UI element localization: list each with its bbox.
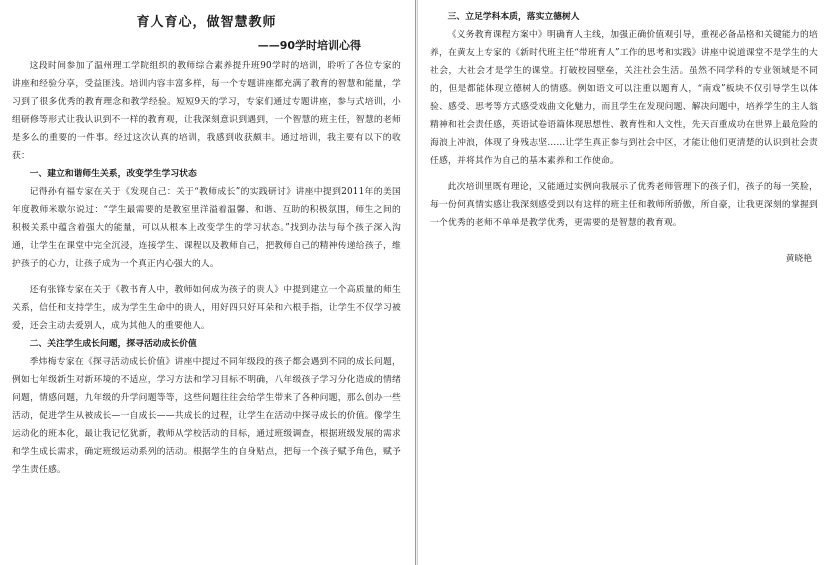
author-signature: 黄晓艳 <box>785 254 812 264</box>
section-2-paragraph-1: 季炜梅专家在《探寻活动成长价值》讲座中提过不同年级段的孩子都会遇到不同的成长问题，例如七年级新生对新环境的不适应，学习方法和学习目标不明确，八年级孩子学习分化造成的情绪问题，情感问题，九年级的升学问题等等，这些问题往往会给学生带来了各种问题，那么创办一些活动，促进学生从被成长—一自成长——共成长的过程，让学生在活动中探寻成长的价值。像学生运动化的班本化，最让我记忆犹新，教师从学校活动的目标，通过班级调查，根据班级发展的需求和学生成长需求，确定班级运动系列的活动。根据学生的自身贴点，把每一个孩子赋予角色，赋予学生责任感。 <box>12 357 401 475</box>
document-subtitle: ——90学时培训心得 <box>257 39 361 52</box>
right-page <box>418 0 832 565</box>
section-1-paragraph-2: 还有张锋专家在关于《教书育人中，教师如何成为孩子的贵人》中提到建立一个高质量的师生关系，信任和支持学生，成为学生生命中的贵人，用好四只好耳朵和六根手指，让学生不仅学习被爱，还会主动去爱别人，成为其他人的重要他人。 <box>12 285 401 331</box>
document-title: 育人育心，做智慧教师 <box>136 15 277 30</box>
section-1-heading: 一、建立和谐师生关系，改变学生学习状态 <box>29 169 197 179</box>
section-3-paragraph-1: 《义务教育课程方案中》明确育人主线，加强正确价值观引导，重视必备品格和关键能力的培养，在黄友上专家的《新时代班主任“带班育人”工作的思考和实践》讲座中说道课堂不是学生的大社会，大社会才是学生的课堂。打破校园壁垒，关注社会生活。虽然不同学科的专业领域是不同的，但是都能体现立德树人的情感。例如语文可以注重以题育人，“南戏”板块不仅引导学生以体验、感受、思考等方式感受戏曲文化魅力，而且学生在发现问题、解决问题中，培养学生的主人翁精神和社会责任感，英语试卷语篇体现思想性、教育性和人文性，先天百重成功在世界上最危险的海浪上冲浪，体现了身残志坚……让学生真正参与到社会中区，才能让他们更清楚的认识到社会责任感，并将其作为自己的基本素养和工作使命。 <box>430 30 818 166</box>
section-3-heading: 三、立足学科本质，落实立德树人 <box>447 12 580 22</box>
intro-paragraph: 这段时间参加了温州理工学院组织的教师综合素养提升班90学时的培训，聆听了各位专家的讲座和经验分享，受益匪浅。培训内容丰富多样，每一个专题讲座都充满了教育的智慧和能量，学习到了很多优秀的教育理念和教学经验。短短9天的学习，专家们通过专题讲座，参与式培训，小组研修等形式让我认识到不一样的教育观，让我深刻意识到遇到，一个智慧的班主任，智慧的老师是多么的重要的一件事。经过这次认真的培训，我感到收获颇丰。通过培训，我主要有以下的收获： <box>12 61 401 161</box>
section-3-paragraph-2: 此次培训里既有理论，又能通过实例向我展示了优秀老师管理下的孩子们，孩子的每一笑脸，每一份何真情实感让我深刻感受到以有这样的班主任和教师所骄傲，所自豪，让我更深刻的掌握到一个优秀的老师不单单是教学优秀，更需要的是智慧的教育观。 <box>430 182 818 228</box>
left-page <box>0 0 415 565</box>
section-1-paragraph-1: 记得孙有福专家在关于《发现自己：关于“教师成长”的实践研讨》讲座中提到2011年的美国年度教师米歇尔说过：“学生最需要的是教室里洋溢着温馨、和谐、互助的积极氛围，师生之间的积极关系中蕴含着强大的能量，可以从根本上改变学生的学习状态。”找到办法与每个孩子深入沟通，让学生在课堂中完全沉浸，连接学生、课程以及教师自己，把教师自己的精神传递给孩子，维护孩子的心力，让孩子成为一个真正内心强大的人。 <box>12 187 401 269</box>
section-2-heading: 二、关注学生成长问题，探寻活动成长价值 <box>29 339 197 349</box>
